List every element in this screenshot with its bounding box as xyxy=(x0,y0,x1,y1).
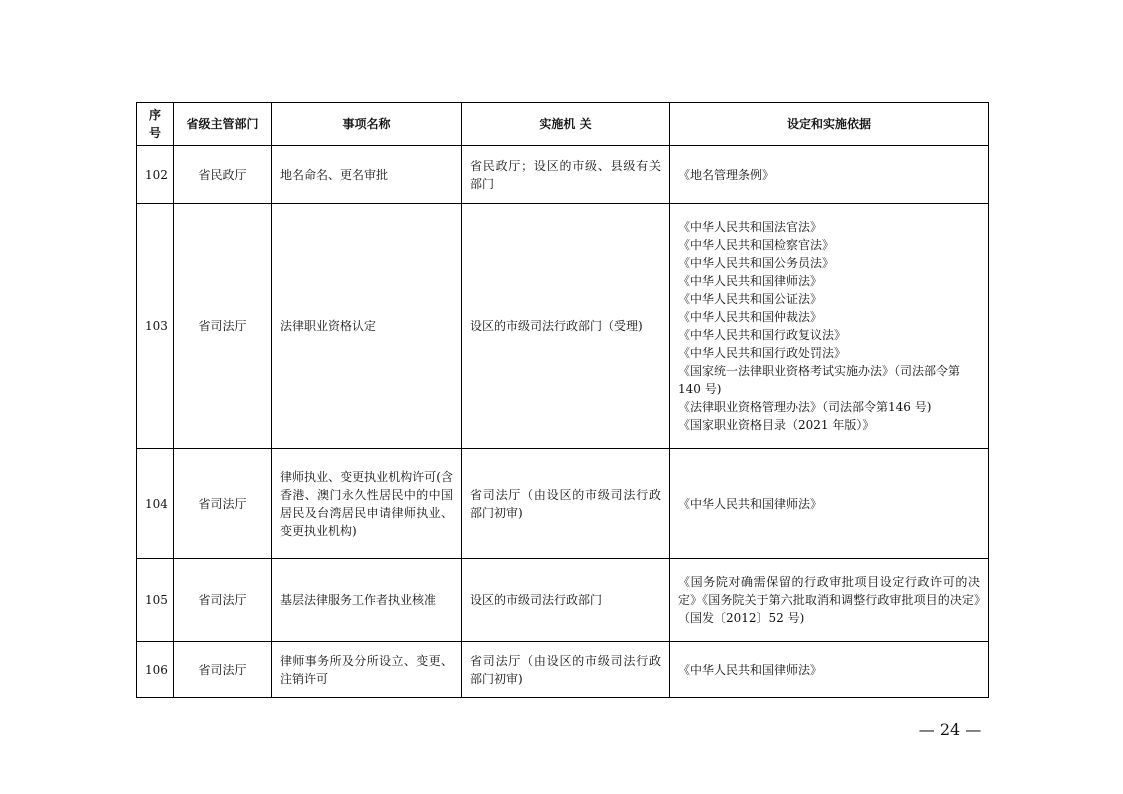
cell-item: 律师事务所及分所设立、变更、注销许可 xyxy=(272,642,462,698)
basis-line: 《中华人民共和国法官法》 xyxy=(678,220,823,234)
cell-item: 地名命名、更名审批 xyxy=(272,146,462,204)
cell-agency: 省司法厅（由设区的市级司法行政部门初审) xyxy=(462,642,670,698)
items-table xyxy=(136,102,989,698)
basis-line: 《中华人民共和国律师法》 xyxy=(678,496,823,511)
table-row xyxy=(137,642,989,698)
basis-line: 《中华人民共和国行政复议法》 xyxy=(678,328,847,342)
cell-dept: 省民政厅 xyxy=(174,146,272,204)
cell-agency: 省司法厅（由设区的市级司法行政部门初审) xyxy=(462,449,670,559)
cell-no: 102 xyxy=(137,146,174,204)
cell-item: 基层法律服务工作者执业核准 xyxy=(272,559,462,642)
page-number: — 24 — xyxy=(918,720,982,739)
cell-dept: 省司法厅 xyxy=(174,449,272,559)
header-item: 事项名称 xyxy=(272,103,462,146)
cell-item: 法律职业资格认定 xyxy=(272,204,462,449)
table-row xyxy=(137,204,989,449)
header-no: 序号 xyxy=(137,103,174,146)
cell-basis xyxy=(670,146,989,204)
cell-basis xyxy=(670,559,989,642)
basis-line: 《中华人民共和国公证法》 xyxy=(678,292,823,306)
cell-no: 106 xyxy=(137,642,174,698)
basis-line: 《国务院对确需保留的行政审批项目设定行政许可的决定》《国务院关于第六批取消和调整行政审批项目的决定》（国发〔2012〕52 号) xyxy=(678,575,980,625)
cell-dept: 省司法厅 xyxy=(174,642,272,698)
basis-line: 《中华人民共和国公务员法》 xyxy=(678,256,835,270)
cell-no: 103 xyxy=(137,204,174,449)
basis-line: 《中华人民共和国行政处罚法》 xyxy=(678,346,847,360)
cell-agency: 省民政厅；设区的市级、县级有关部门 xyxy=(462,146,670,204)
basis-line: 《国家统一法律职业资格考试实施办法》（司法部令第140 号) xyxy=(678,364,961,396)
cell-no: 104 xyxy=(137,449,174,559)
header-basis: 设定和实施依据 xyxy=(670,103,989,146)
basis-line: 《中华人民共和国律师法》 xyxy=(678,662,823,677)
cell-basis xyxy=(670,642,989,698)
cell-dept: 省司法厅 xyxy=(174,559,272,642)
basis-line: 《中华人民共和国仲裁法》 xyxy=(678,310,823,324)
cell-agency: 设区的市级司法行政部门（受理) xyxy=(462,204,670,449)
basis-line: 《地名管理条例》 xyxy=(678,167,775,182)
basis-line: 《法律职业资格管理办法》（司法部令第146 号) xyxy=(678,400,932,414)
basis-line: 《中华人民共和国律师法》 xyxy=(678,274,823,288)
cell-agency: 设区的市级司法行政部门 xyxy=(462,559,670,642)
basis-line: 《国家职业资格目录（2021 年版）》 xyxy=(678,418,875,432)
cell-basis xyxy=(670,449,989,559)
table-row xyxy=(137,146,989,204)
table-row xyxy=(137,449,989,559)
table-row xyxy=(137,559,989,642)
cell-dept: 省司法厅 xyxy=(174,204,272,449)
cell-no: 105 xyxy=(137,559,174,642)
cell-item: 律师执业、变更执业机构许可(含香港、澳门永久性居民中的中国居民及台湾居民申请律师执业、变更执业机构) xyxy=(272,449,462,559)
header-dept: 省级主管部门 xyxy=(174,103,272,146)
header-agency: 实施机 关 xyxy=(462,103,670,146)
table-header-row xyxy=(137,103,989,146)
cell-basis xyxy=(670,204,989,449)
basis-line: 《中华人民共和国检察官法》 xyxy=(678,238,835,252)
